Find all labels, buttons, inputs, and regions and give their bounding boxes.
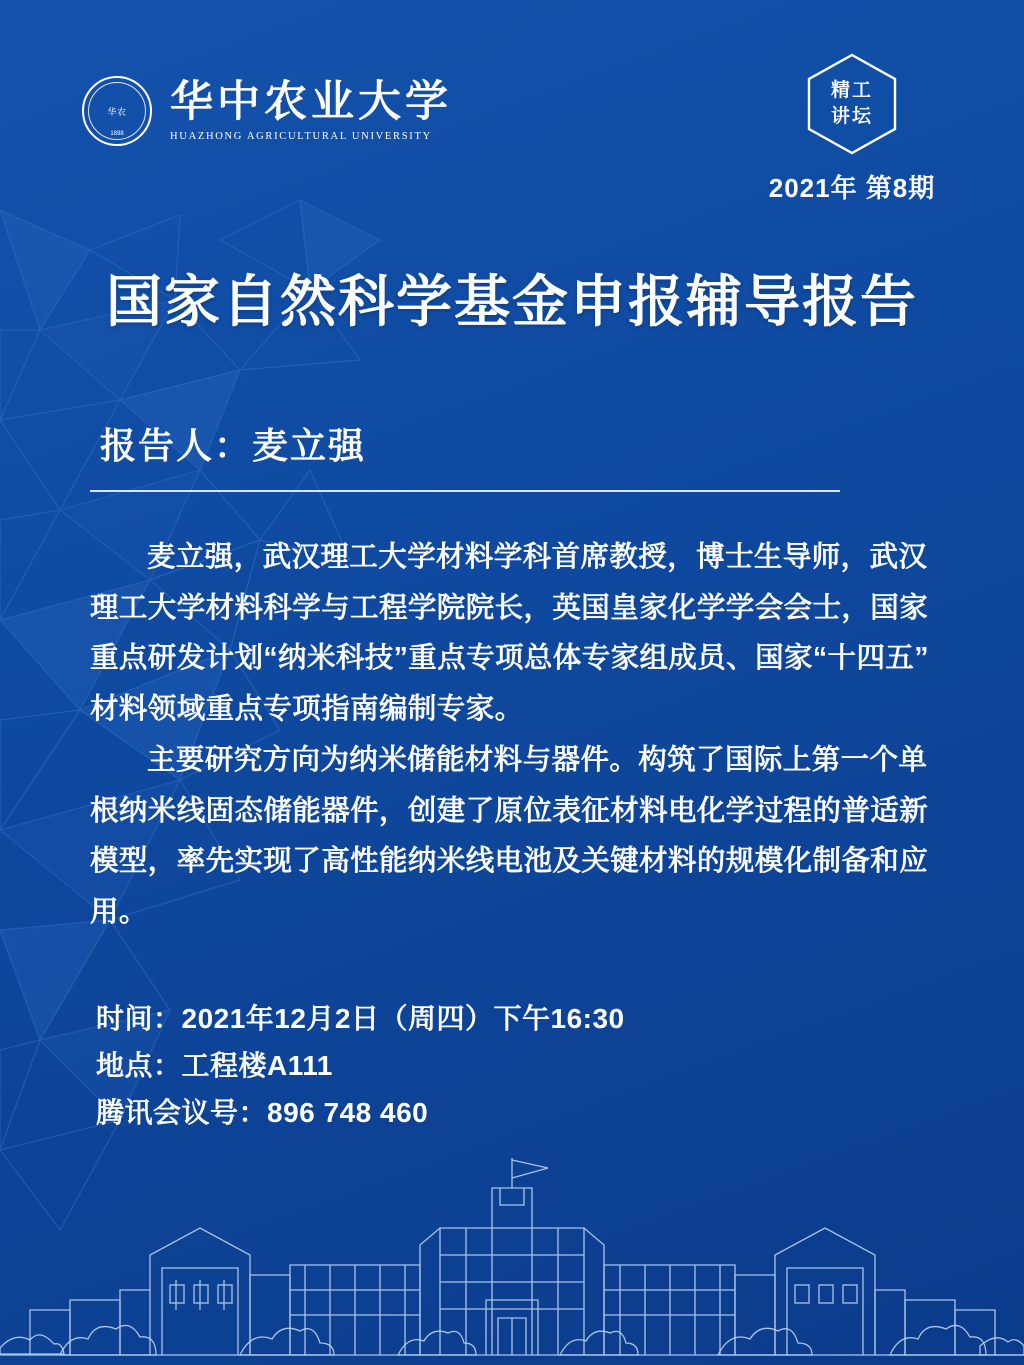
university-logo: [82, 76, 452, 146]
hexagon-frame-icon: [806, 52, 898, 156]
seal-year: 1898: [110, 131, 124, 137]
speaker-name: 报告人：麦立强: [100, 425, 367, 466]
speaker-bio: [90, 532, 930, 938]
logo-english-name: HUAZHONG AGRICULTURAL UNIVERSITY: [170, 131, 432, 143]
issue-number: 2021年 第8期: [768, 173, 936, 203]
section-divider: [90, 490, 840, 492]
badge-line-1: 精工: [830, 80, 873, 102]
poster-header: [0, 62, 1024, 212]
event-meeting-id: 腾讯会议号：896 748 460: [96, 1097, 429, 1129]
badge-text: [806, 52, 898, 156]
logo-chinese-name: 华中农业大学: [170, 78, 452, 126]
event-info: [96, 995, 625, 1136]
university-seal-icon: [82, 76, 152, 146]
page-title: 国家自然科学基金申报辅导报告: [106, 270, 918, 333]
seal-text: 华农: [107, 106, 127, 117]
bio-paragraph: 麦立强，武汉理工大学材料学科首席教授，博士生导师，武汉理工大学材料科学与工程学院院长，英国皇家化学学会会士，国家重点研发计划“纳米科技”重点专项总体专家组成员、国家“十四五”材料领域重点专项指南编制专家。: [90, 541, 929, 726]
campus-skyline-illustration: [0, 1150, 1024, 1365]
logo-wordmark: [170, 80, 452, 142]
bio-paragraph: 主要研究方向为纳米储能材料与器件。构筑了国际上第一个单根纳米线固态储能器件，创建了原位表征材料电化学过程的普适新模型，率先实现了高性能纳米线电池及关键材料的规模化制备和应用。: [90, 743, 929, 929]
badge-line-2: 讲坛: [830, 106, 873, 127]
series-badge: [752, 52, 952, 205]
event-time: 时间：2021年12月2日（周四）下午16:30: [96, 1003, 625, 1034]
event-location: 地点：工程楼A111: [96, 1050, 333, 1082]
